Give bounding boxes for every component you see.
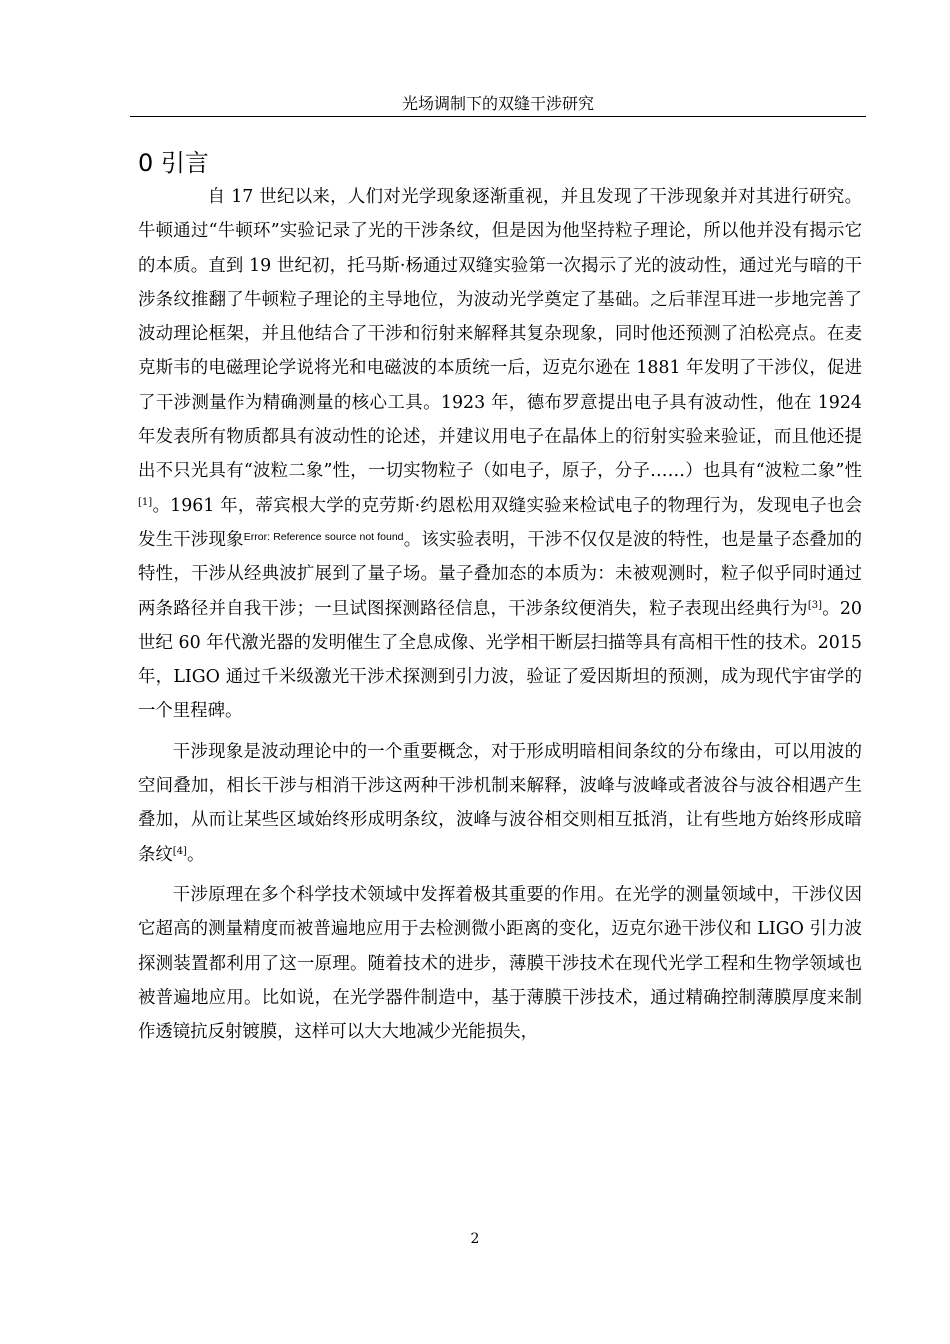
page-number: 2 (470, 1231, 480, 1247)
citation-error: Error: Reference source not found (243, 530, 404, 543)
paragraph-2 (138, 735, 862, 872)
paragraph-1-part-d: 。20 世纪 60 年代激光器的发明催生了全息成像、光学相干断层扫描等具有高相干性的技术。2015 年，LIGO 通过千米级激光干涉术探测到引力波，验证了爱因斯坦的预测，成为现代宇宙学的一个里程碑。 (138, 598, 862, 722)
citation-3: [3] (807, 599, 822, 611)
paragraph-2-part-b: 。 (186, 844, 205, 865)
paragraph-3 (138, 878, 862, 1049)
paragraph-1 (138, 180, 862, 729)
section-title: 0 引言 (138, 149, 209, 177)
paragraph-3-part-a: 干涉原理在多个科学技术领域中发挥着极其重要的作用。在光学的测量领域中，干涉仪因它超高的测量精度而被普遍地应用于去检测微小距离的变化，迈克尔逊干涉仪和 LIGO 引力波探测装置都利用了这一原理。随着技术的进步，薄膜干涉技术在现代光学工程和生物学领域也被普遍地应用。比如说，在光学器件制造中，基于薄膜干涉技术，通过精确控制薄膜厚度来制作透镜抗反射镀膜，这样可以大大地减少光能损失， (138, 884, 862, 1043)
citation-4: [4] (172, 845, 187, 857)
citation-1: [1] (138, 496, 153, 508)
paragraph-1-part-a: 自 17 世纪以来，人们对光学现象逐渐重视，并且发现了干涉现象并对其进行研究。牛顿通过“牛顿环”实验记录了光的干涉条纹，但是因为他坚持粒子理论，所以他并没有揭示它的本质。直到 19 世纪初，托马斯·杨通过双缝实验第一次揭示了光的波动性，通过光与暗的干涉条纹推翻了牛顿粒子理论的主导地位，为波动光学奠定了基础。之后菲涅耳进一步地完善了波动理论框架，并且他结合了干涉和衍射来解释其复杂现象，同时他还预测了泊松亮点。在麦克斯韦的电磁理论学说将光和电磁波的本质统一后，迈克尔逊在 1881 年发明了干涉仪，促进了干涉测量作为精确测量的核心工具。1923 年，德布罗意提出电子具有波动性，他在 1924 年发表所有物质都具有波动性的论述，并建议用电子在晶体上的衍射实验来验证，而且他还提出不只光具有“波粒二象”性，一切实物粒子（如电子，原子，分子……）也具有“波粒二象”性 (138, 187, 862, 482)
paragraph-1-part-b: 。1961 年，蒂宾根大学的克劳斯·约恩松用双缝实验来检试电子的物理行为，发现电子也会发生干涉现象 (138, 495, 862, 550)
body-text (138, 180, 862, 1049)
running-header: 光场调制下的双缝干涉研究 (401, 94, 594, 113)
paragraph-1-part-c: 。该实验表明，干涉不仅仅是波的特性，也是量子态叠加的特性，干涉从经典波扩展到了量子场。量子叠加态的本质为：未被观测时，粒子似乎同时通过两条路径并自我干涉；一旦试图探测路径信息，干涉条纹便消失，粒子表现出经典行为 (138, 529, 862, 619)
header-rule (130, 116, 866, 117)
paragraph-2-part-a: 干涉现象是波动理论中的一个重要概念，对于形成明暗相间条纹的分布缘由，可以用波的空间叠加，相长干涉与相消干涉这两种干涉机制来解释，波峰与波峰或者波谷与波谷相遇产生叠加，从而让某些区域始终形成明条纹，波峰与波谷相交则相互抵消，让有些地方始终形成暗条纹 (138, 741, 862, 865)
